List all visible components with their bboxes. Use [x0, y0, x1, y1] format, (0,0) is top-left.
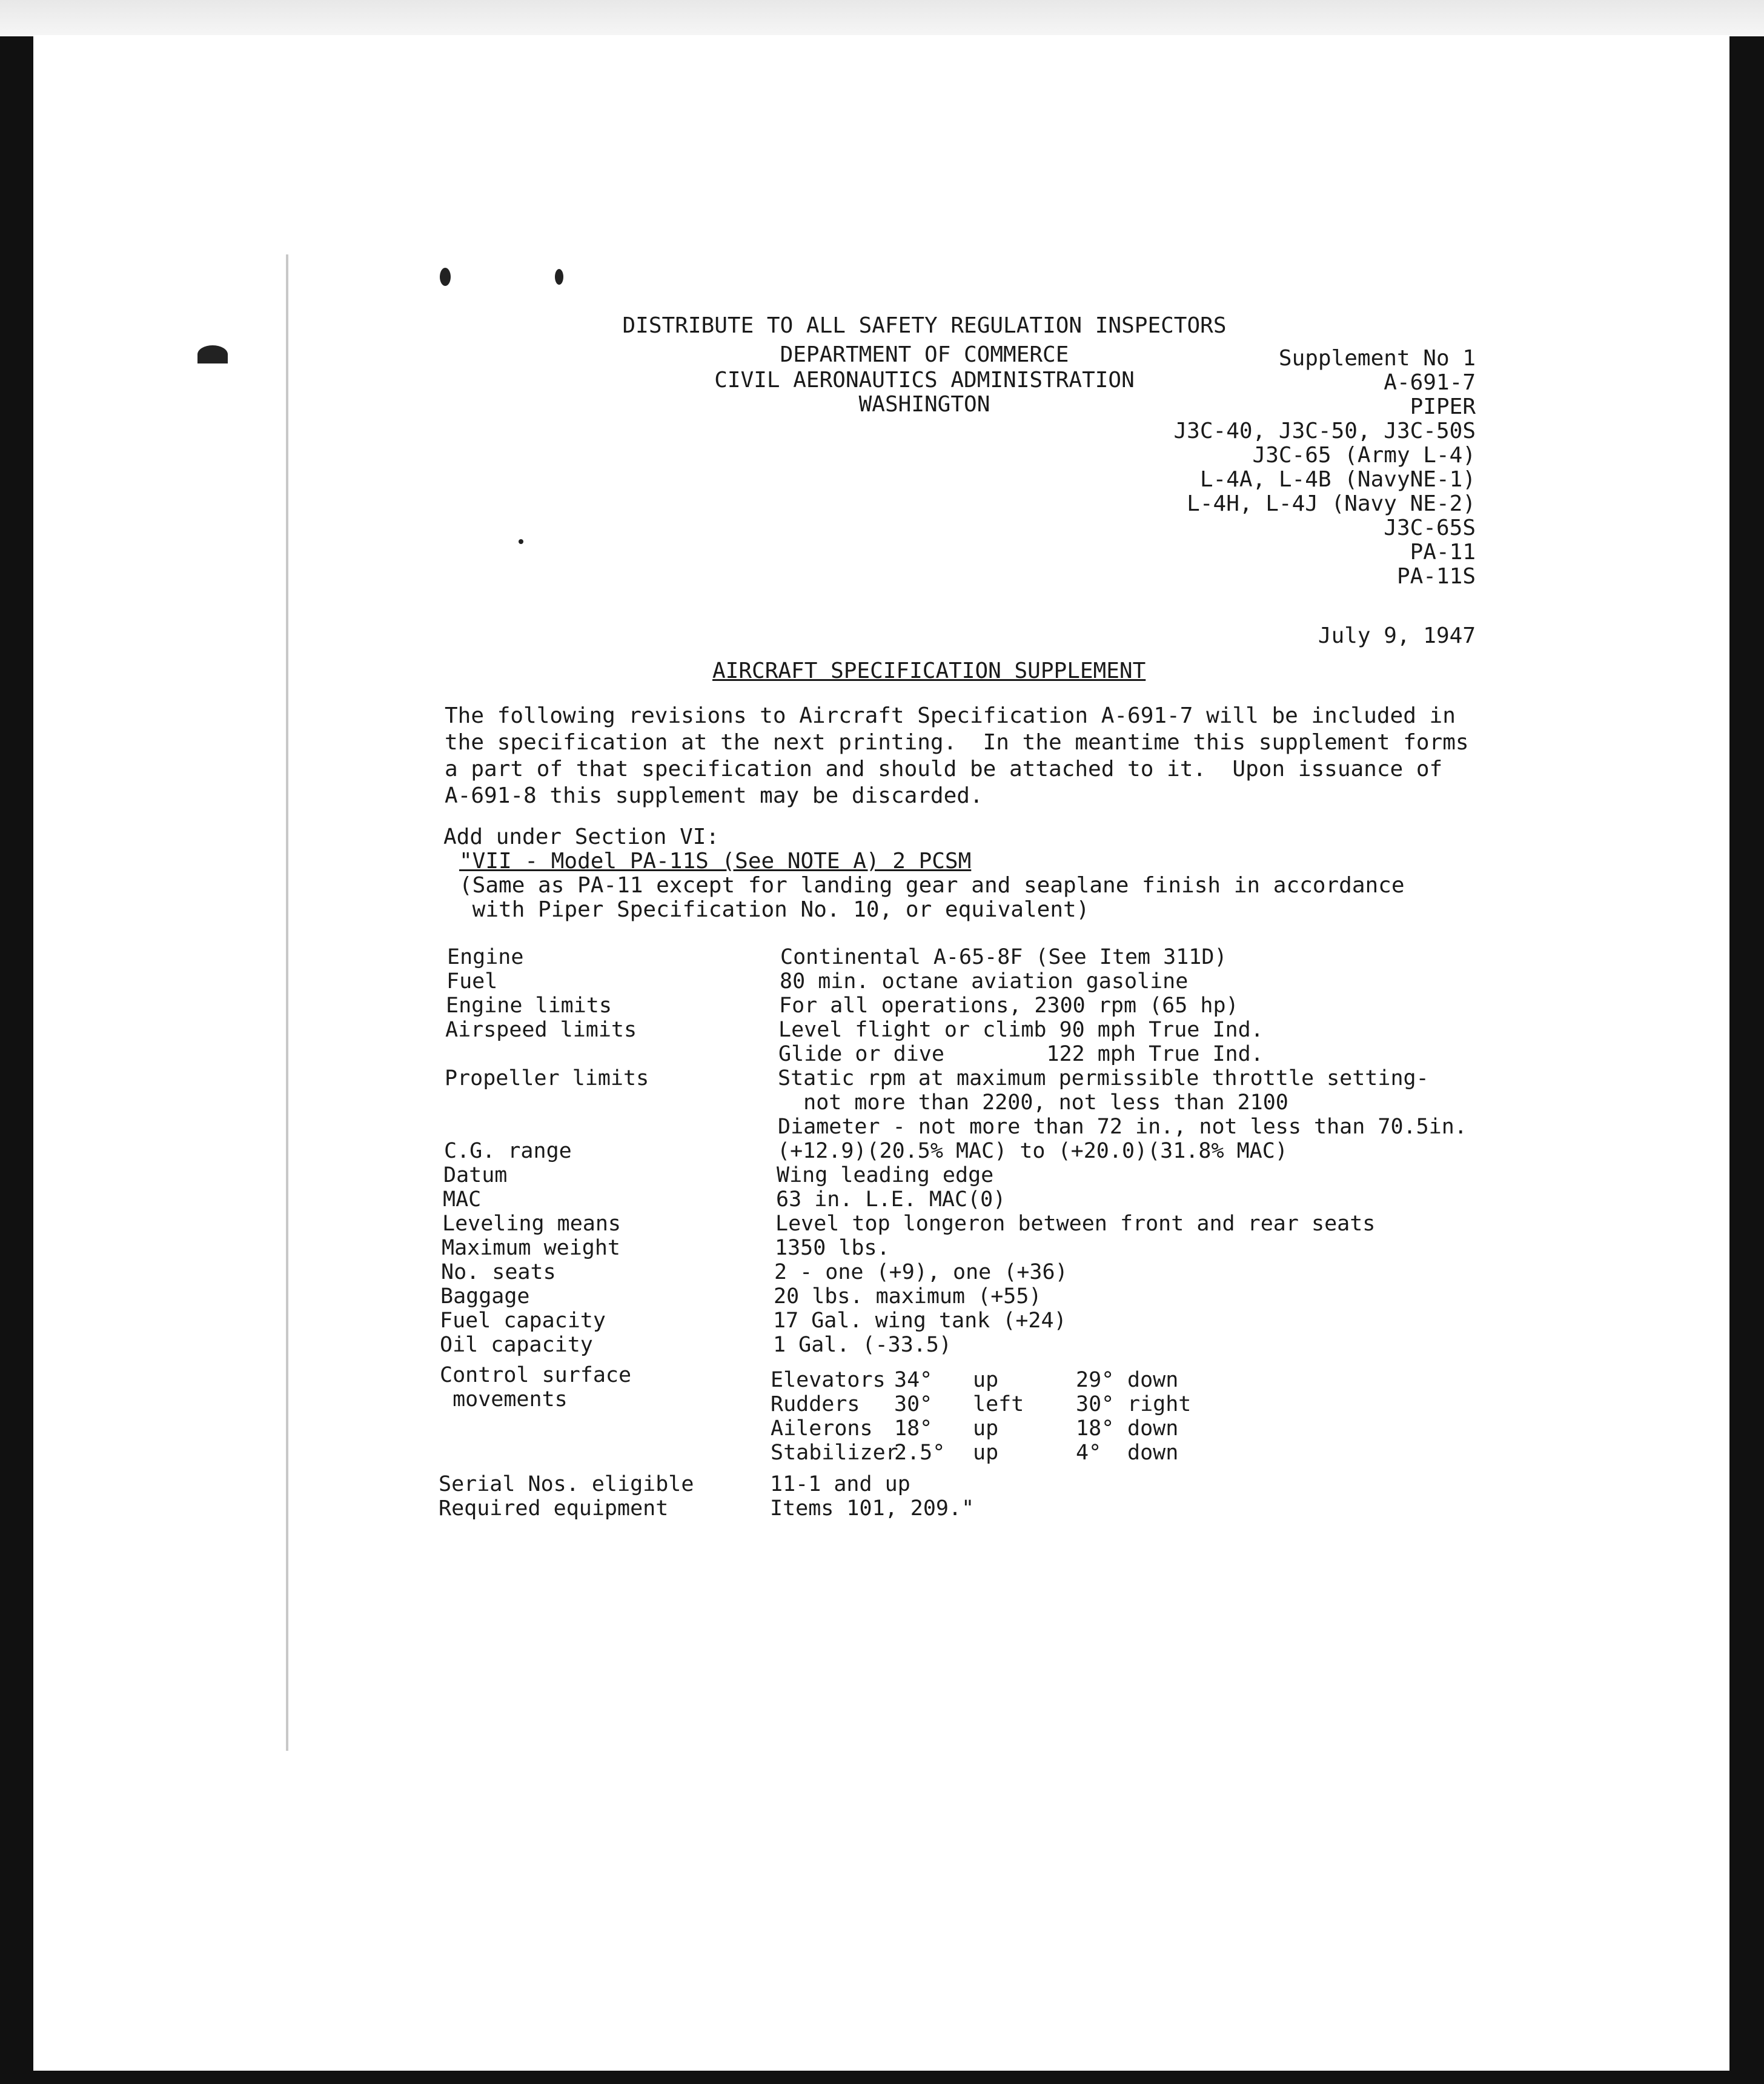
spec-label: Maximum weight: [442, 1236, 621, 1260]
control-down-degrees: 30°: [1076, 1392, 1115, 1416]
spec-label: Datum: [443, 1163, 508, 1187]
control-down-degrees: 18°: [1076, 1416, 1115, 1441]
spec-label: Fuel capacity: [440, 1309, 606, 1333]
spec-value: not more than 2200, not less than 2100: [778, 1090, 1288, 1115]
required-label: Required equipment: [439, 1496, 669, 1521]
control-down-word: right: [1127, 1392, 1192, 1416]
spec-value: 80 min. octane aviation gasoline: [780, 969, 1189, 994]
control-surface-name: Rudders: [771, 1392, 860, 1416]
intro-line: a part of that specification and should be attached to it. Upon issuance of: [445, 757, 1443, 782]
control-down-degrees: 29°: [1076, 1368, 1115, 1392]
control-up-degrees: 2.5°: [894, 1441, 946, 1465]
model-note-line: with Piper Specification No. 10, or equivalent): [459, 897, 1090, 922]
model-note-line: (Same as PA-11 except for landing gear and seaplane finish in accordance: [459, 873, 1405, 898]
section-intro: Add under Section VI:: [443, 825, 720, 849]
serial-value: 11-1 and up: [770, 1472, 910, 1496]
spec-value: 63 in. L.E. MAC(0): [776, 1187, 1006, 1212]
spec-value: (+12.9)(20.5% MAC) to (+20.0)(31.8% MAC): [777, 1139, 1288, 1163]
spec-label: Leveling means: [442, 1212, 622, 1236]
scan-speck: [197, 345, 228, 363]
scan-speck: [440, 268, 451, 286]
spec-value: 1350 lbs.: [775, 1236, 890, 1260]
intro-line: the specification at the next printing. In the meantime this supplement forms: [445, 730, 1469, 755]
spec-label: Fuel: [446, 969, 498, 994]
spec-value: 17 Gal. wing tank (+24): [773, 1309, 1067, 1333]
control-down-word: down: [1127, 1416, 1179, 1441]
model-line: PA-11: [1410, 540, 1476, 565]
spec-value: Level top longeron between front and rear seats: [775, 1212, 1376, 1236]
serial-label: Serial Nos. eligible: [439, 1472, 694, 1496]
control-down-word: down: [1127, 1368, 1179, 1392]
distribution-line: DISTRIBUTE TO ALL SAFETY REGULATION INSPECTORS: [622, 313, 1227, 338]
spec-value: 20 lbs. maximum (+55): [774, 1284, 1042, 1309]
city-line: WASHINGTON: [858, 392, 990, 417]
spec-number: A-691-7: [1384, 370, 1476, 395]
model-line: J3C-65 (Army L-4): [1252, 443, 1476, 468]
control-up-degrees: 34°: [894, 1368, 933, 1392]
spec-label: Engine limits: [446, 994, 612, 1018]
spec-label: Baggage: [440, 1284, 530, 1309]
maker-name: PIPER: [1410, 394, 1476, 419]
model-heading: "VII - Model PA-11S (See NOTE A) 2 PCSM: [459, 849, 972, 874]
control-surface-name: Elevators: [771, 1368, 886, 1392]
spec-label: MAC: [443, 1187, 482, 1212]
control-surface-label: Control surface: [440, 1363, 632, 1387]
model-line: L-4A, L-4B (NavyNE-1): [1199, 467, 1476, 492]
spec-label: Engine: [447, 945, 524, 969]
document-page: [286, 254, 1476, 1751]
control-up-word: left: [973, 1392, 1024, 1416]
control-surface-name: Stabilizer: [771, 1441, 898, 1465]
required-value: Items 101, 209.": [770, 1496, 975, 1521]
control-down-degrees: 4°: [1076, 1441, 1102, 1465]
scan-speck: [555, 269, 563, 285]
spec-value: Wing leading edge: [777, 1163, 994, 1187]
control-up-degrees: 30°: [894, 1392, 933, 1416]
model-line: PA-11S: [1396, 564, 1476, 589]
spec-label: Propeller limits: [445, 1066, 649, 1090]
spec-label: C.G. range: [444, 1139, 572, 1163]
control-up-word: up: [973, 1368, 999, 1392]
control-up-degrees: 18°: [894, 1416, 933, 1441]
spec-value: Static rpm at maximum permissible throttle setting-: [778, 1066, 1429, 1090]
document-date: July 9, 1947: [1318, 623, 1476, 648]
model-line: J3C-65S: [1384, 516, 1476, 540]
spec-label: Airspeed limits: [445, 1018, 637, 1042]
intro-line: The following revisions to Aircraft Specification A-691-7 will be included in: [445, 703, 1456, 728]
scan-speck: [519, 539, 523, 544]
intro-line: A-691-8 this supplement may be discarded.: [445, 783, 983, 808]
spec-value: Continental A-65-8F (See Item 311D): [780, 945, 1227, 969]
spec-label: No. seats: [441, 1260, 556, 1284]
scan-top-edge: [0, 0, 1764, 36]
page-title: AIRCRAFT SPECIFICATION SUPPLEMENT: [712, 659, 1146, 683]
spec-value: Level flight or climb 90 mph True Ind.: [778, 1018, 1264, 1042]
supplement-number: Supplement No 1: [1278, 346, 1476, 371]
control-surface-name: Ailerons: [771, 1416, 873, 1441]
administration-line: CIVIL AERONAUTICS ADMINISTRATION: [714, 368, 1135, 393]
spec-value: 1 Gal. (-33.5): [773, 1333, 952, 1357]
spec-label: Oil capacity: [440, 1333, 593, 1357]
control-up-word: up: [973, 1416, 999, 1441]
model-line: J3C-40, J3C-50, J3C-50S: [1173, 419, 1476, 443]
model-line: L-4H, L-4J (Navy NE-2): [1187, 491, 1476, 516]
department-line: DEPARTMENT OF COMMERCE: [780, 342, 1069, 367]
spec-value: Glide or dive 122 mph True Ind.: [778, 1042, 1264, 1066]
spec-value: Diameter - not more than 72 in., not less than 70.5in.: [778, 1115, 1467, 1139]
control-surface-label: movements: [440, 1387, 568, 1412]
control-down-word: down: [1127, 1441, 1179, 1465]
control-up-word: up: [973, 1441, 999, 1465]
spec-value: For all operations, 2300 rpm (65 hp): [779, 994, 1239, 1018]
spec-value: 2 - one (+9), one (+36): [774, 1260, 1068, 1284]
